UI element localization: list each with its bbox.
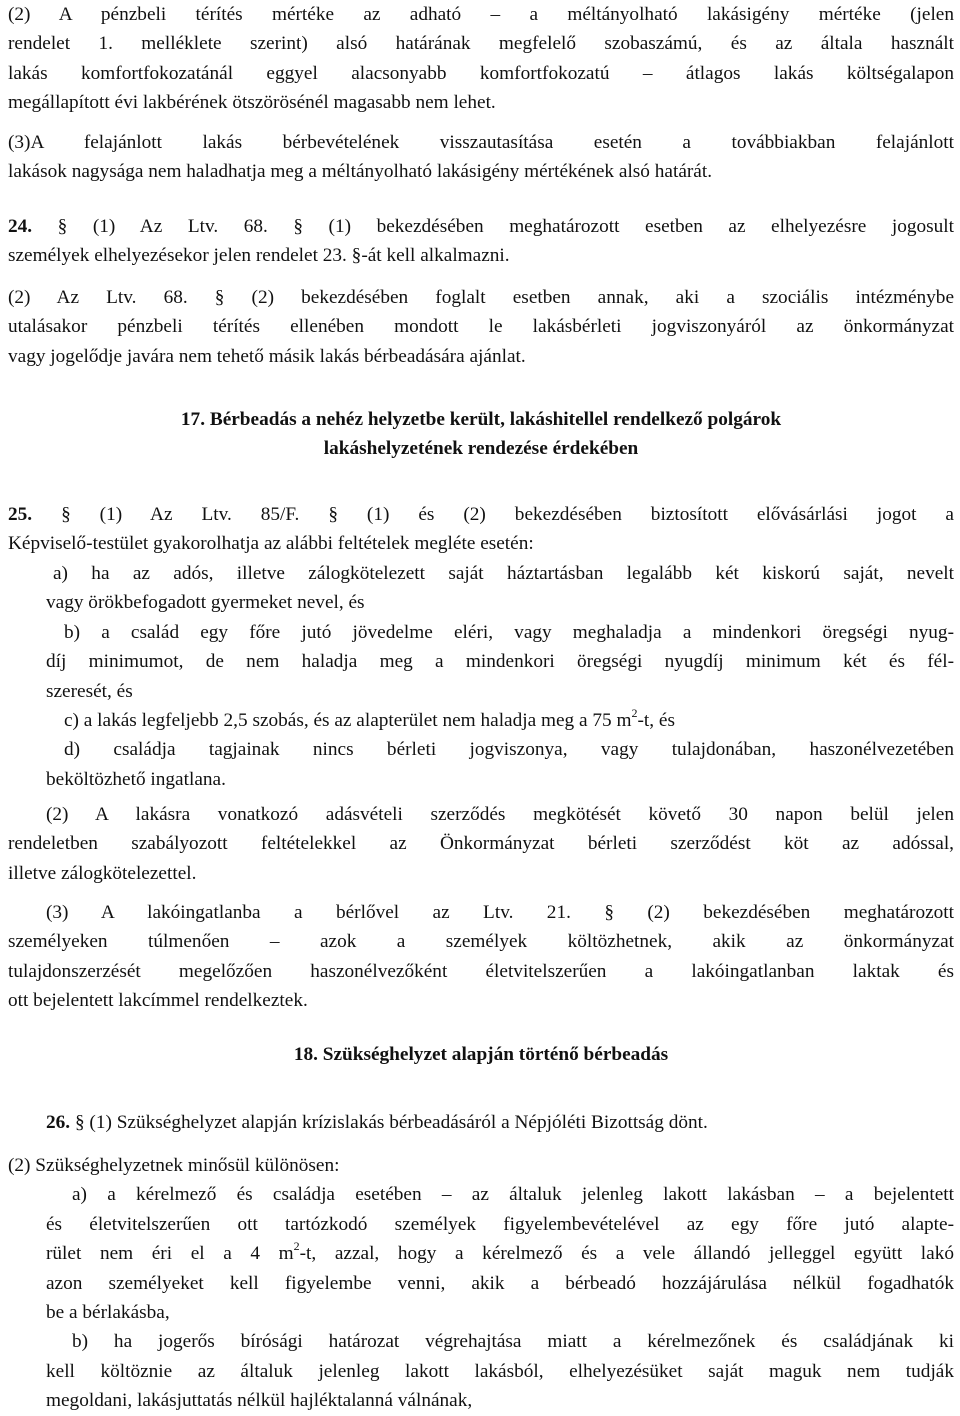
section-number: 26.	[46, 1112, 71, 1133]
list-item-a-line: azon személyeket kell figyelembe venni, akik a bérbeadó hozzájárulása nélkül fogadhatók	[46, 1272, 954, 1294]
list-item-c-line	[64, 706, 954, 735]
text-line: utalásakor pénzbeli térítés ellenében mondott le lakásbérleti jogviszonyáról az önkormányzat	[8, 316, 954, 338]
section-number: 25.	[8, 504, 33, 525]
condition-list	[8, 559, 954, 794]
text-line: személyeken túlmenően – azok a személyek költözhetnek, akik az önkormányzat	[8, 931, 954, 953]
list-item-b-line: díj minimumot, de nem haladja meg a mindenkori öregségi nyugdíj minimum két és fél-	[46, 651, 954, 673]
section-number: 24.	[8, 216, 33, 237]
text-line: (2) A pénzbeli térítés mértéke az adható – a méltányolható lakásigény mértéke (jelen	[8, 4, 954, 25]
text-line: lakás komfortfokozatánál eggyel alacsonyabb komfortfokozatú – átlagos lakás költségalapon	[8, 62, 954, 84]
text-line: személyek elhelyezésekor jelen rendelet 23. §-át kell alkalmazni.	[8, 245, 510, 267]
section-24-paragraph-1	[8, 212, 954, 271]
list-item-a-line	[46, 1239, 954, 1268]
list-item-b-line: szeresét, és	[46, 680, 133, 702]
section-25-paragraph-3	[8, 898, 954, 1016]
list-item-a-line: a) a kérelmező és családja esetében – az általuk jelenleg lakott lakásban – a bejelentett	[72, 1184, 954, 1206]
list-item-a-line: be a bérlakásba,	[46, 1302, 170, 1324]
section-25-paragraph-2	[8, 800, 954, 888]
text-line	[46, 1108, 954, 1137]
superscript: 2	[631, 705, 638, 720]
list-item-b-line: megoldani, lakásjuttatás nélkül hajléktalanná válnának,	[46, 1390, 473, 1412]
list-item-a-line: vagy örökbefogadott gyermeket nevel, és	[46, 592, 365, 614]
text-fragment: c) a lakás legfeljebb 2,5 szobás, és az alapterület nem haladja meg a 75 m	[64, 710, 632, 732]
superscript: 2	[293, 1238, 300, 1253]
section-25-paragraph-1	[8, 500, 954, 559]
section-26-paragraph-2	[8, 1151, 954, 1416]
list-item-a-line: és életvitelszerűen ott tartózkodó személyek figyelembevételével az egy főre jutó alapte-	[46, 1213, 954, 1235]
text-line: (3) A lakóingatlanba a bérlővel az Ltv. 21. § (2) bekezdésében meghatározott	[46, 902, 954, 923]
text-line: lakások nagysága nem haladhatja meg a méltányolható lakásigény mértékének alsó határát.	[8, 161, 713, 183]
heading-line: lakáshelyzetének rendezése érdekében	[323, 438, 639, 460]
text-fragment: § (1) Az Ltv. 85/F. § (1) és (2) bekezdésében biztosított elővásárlási jogot a	[61, 504, 954, 525]
text-fragment: -t, azzal, hogy a kérelmező és a vele állandó jelleggel együtt lakó	[299, 1243, 954, 1265]
text-fragment: § (1) Szükséghelyzet alapján krízislakás bérbeadásáról a Népjóléti Bizottság dönt.	[74, 1112, 708, 1133]
list-item-b-line: kell költöznie az általuk jelenleg lakott lakásból, elhelyezésüket saját maguk nem tudják	[46, 1360, 954, 1382]
text-fragment: -t, és	[637, 710, 675, 732]
text-line: (3)A felajánlott lakás bérbevételének visszautasítása esetén a továbbiakban felajánlott	[8, 132, 954, 153]
text-line: megállapított évi lakbérének ötszörösénél magasabb nem lehet.	[8, 92, 496, 114]
text-line	[8, 500, 954, 529]
list-item-b-line: b) a család egy főre jutó jövedelme eléri, vagy meghaladja a mindenkori öregségi nyug-	[64, 621, 954, 643]
paragraph-felajanlott-lakas	[8, 128, 954, 187]
paragraph-penzbeli-terites	[8, 0, 954, 118]
section-heading-18	[8, 1040, 954, 1069]
text-line: (2) Szükséghelyzetnek minősül különösen:	[8, 1155, 340, 1176]
list-item-b-line: b) ha jogerős bírósági határozat végrehajtása miatt a kérelmezőnek és családjának ki	[72, 1331, 954, 1353]
text-fragment: § (1) Az Ltv. 68. § (1) bekezdésében meghatározott esetben az elhelyezésre jogosult	[57, 216, 954, 237]
text-line	[8, 212, 954, 241]
text-line: illetve zálogkötelezettel.	[8, 862, 197, 884]
text-line: (2) Az Ltv. 68. § (2) bekezdésében foglalt esetben annak, aki a szociális intézménybe	[8, 287, 954, 308]
section-26-paragraph-1	[8, 1108, 954, 1137]
text-line: Képviselő-testület gyakorolhatja az alábbi feltételek megléte esetén:	[8, 533, 534, 555]
text-line: rendelet 1. melléklete szerint) alsó határának megfelelő szobaszámú, és az általa használt	[8, 33, 954, 55]
text-line: tulajdonszerzését megelőzően haszonélvezőként életvitelszerűen a lakóingatlanban laktak és	[8, 960, 954, 982]
text-line: vagy jogelődje javára nem tehető másik lakás bérbeadására ajánlat.	[8, 345, 526, 367]
list-item-a-line: a) ha az adós, illetve zálogkötelezett saját háztartásban legalább két kiskorú saját, nevelt	[53, 563, 954, 584]
list-item-d-line: beköltözhető ingatlana.	[46, 768, 226, 790]
text-fragment: rület nem éri el a 4 m	[46, 1243, 294, 1265]
text-line: ott bejelentett lakcímmel rendelkeztek.	[8, 990, 308, 1012]
section-24-paragraph-2	[8, 283, 954, 371]
list-item-d-line: d) családja tagjainak nincs bérleti jogviszonya, vagy tulajdonában, haszonélvezetében	[64, 739, 954, 761]
heading-line: 17. Bérbeadás a nehéz helyzetbe került, lakáshitellel rendelkező polgárok	[180, 409, 782, 430]
section-heading-17	[8, 405, 954, 464]
heading-line: 18. Szükséghelyzet alapján történő bérbeadás	[293, 1044, 669, 1065]
text-line: (2) A lakásra vonatkozó adásvételi szerződés megkötését követő 30 napon belül jelen	[46, 804, 954, 825]
text-line: rendeletben szabályozott feltételekkel az Önkormányzat bérleti szerződést köt az adóssal,	[8, 833, 954, 855]
